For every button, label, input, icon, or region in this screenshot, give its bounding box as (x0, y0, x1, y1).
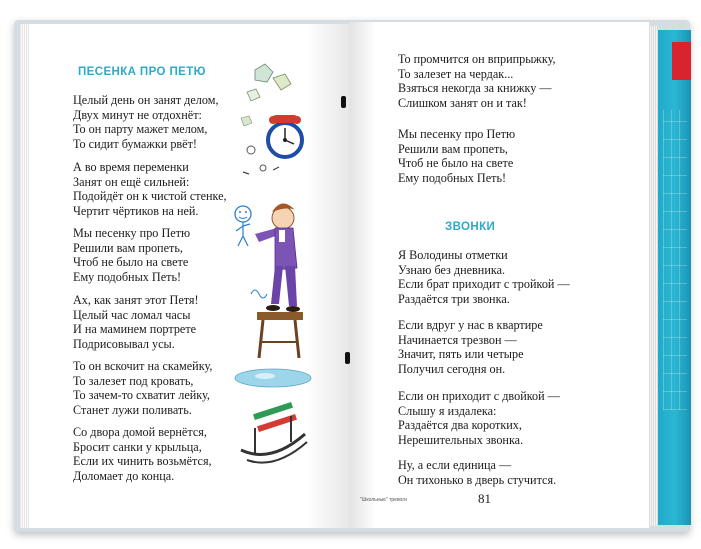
verse-line: Решили вам пропеть, (398, 141, 508, 156)
cover-pattern (663, 110, 687, 410)
stanza (73, 226, 190, 284)
boy-figure (255, 203, 300, 312)
poem-title-right: ЗВОНКИ (445, 221, 496, 233)
verse-line: То сидит бумажки рвёт! (73, 136, 197, 151)
verse-line: Чтоб не было на свете (398, 156, 514, 170)
left-page-edges (20, 24, 29, 528)
verse-line: Я Володины отметки (398, 248, 508, 262)
page-number: 81 (478, 491, 491, 506)
verse-line: Нерешительных звонка. (398, 432, 524, 447)
poem-title-left: ПЕСЕНКА ПРО ПЕТЮ (78, 66, 206, 78)
verse-line: Чертит чёртиков на ней. (73, 203, 199, 218)
verse-line: То промчится он вприпрыжку, (398, 52, 556, 66)
verse-line: Целый час ломал часы (73, 307, 191, 322)
stanza (73, 93, 219, 151)
verse-line: Решили вам пропеть, (73, 240, 183, 255)
wall-doodle (235, 206, 267, 298)
verse-line: Получил сегодня он. (398, 361, 506, 376)
verse-line: Подрисовывал усы. (73, 336, 175, 351)
verse-line: То залезет на чердак... (398, 66, 514, 81)
puddle-icon (235, 369, 311, 387)
stanza (398, 52, 556, 110)
verse-line: Доломает до конца. (73, 468, 175, 483)
stanza (398, 127, 515, 185)
stanza (73, 293, 199, 351)
bookmark-ribbon (672, 42, 691, 80)
verse-line: Он тихонько в дверь стучится. (398, 472, 557, 487)
stanza (73, 425, 212, 483)
verse-line: Станет лужи поливать. (73, 402, 192, 417)
page-edge-mark (345, 352, 350, 364)
verse-line: То он парту мажет мелом, (73, 122, 208, 136)
verse-line: Если их чинить возьмётся, (73, 454, 212, 468)
verse-line: Значит, пять или четыре (398, 347, 524, 361)
verse-line: Подойдёт он к чистой стенке, (73, 189, 227, 203)
verse-line: Ему подобных Петь! (73, 269, 182, 284)
stanza (73, 160, 227, 218)
verse-line: То залезет под кровать, (73, 373, 194, 388)
verse-line: А во время переменки (73, 160, 189, 174)
verse-line: Узнаю без дневника. (398, 262, 506, 277)
verse-line: Бросит санки у крыльца, (73, 439, 202, 454)
verse-line: Ах, как занят этот Петя! (73, 293, 199, 307)
verse-line: Если брат приходит с тройкой — (398, 277, 570, 291)
verse-line: Слишком занят он и так! (398, 95, 527, 110)
verse-line: Начинается трезвон — (398, 332, 517, 347)
verse-line: Ну, а если единица — (398, 458, 512, 472)
page-edge-mark (341, 96, 346, 108)
boy-illustration (233, 58, 315, 478)
verse-line: Целый день он занят делом, (73, 93, 219, 107)
verse-line: Если вдруг у нас в квартире (398, 318, 543, 332)
verse-line: Раздаётся три звонка. (398, 291, 510, 306)
verse-line: Занят он ещё сильней: (73, 174, 190, 189)
stanza (398, 248, 570, 306)
verse-line: И на маминем портрете (73, 322, 197, 336)
verse-line: Двух минут не отдохнёт: (73, 107, 202, 122)
sled-icon (241, 402, 307, 463)
stanza (398, 389, 560, 447)
verse-line: Слышу я издалека: (398, 403, 497, 418)
stool-icon (257, 312, 303, 358)
verse-line: Если он приходит с двойкой — (398, 389, 560, 403)
verse-line: Раздаётся два коротких, (398, 418, 522, 432)
verse-line: Чтоб не было на свете (73, 255, 189, 269)
verse-line: Со двора домой вернётся, (73, 425, 207, 439)
stanza (398, 458, 556, 487)
verse-line: Мы песенку про Петю (398, 127, 516, 141)
verse-line: Взяться некогда за книжку — (398, 81, 552, 95)
clock-icon (268, 115, 302, 157)
stanza (73, 359, 212, 417)
running-footer: "Школьные" тревоги (360, 497, 407, 503)
verse-line: Ему подобных Петь! (398, 170, 507, 185)
verse-line: То зачем-то схватит лейку, (73, 388, 210, 402)
verse-line: То он вскочит на скамейку, (73, 359, 213, 373)
stanza (398, 318, 543, 376)
verse-line: Мы песенку про Петю (73, 226, 191, 240)
